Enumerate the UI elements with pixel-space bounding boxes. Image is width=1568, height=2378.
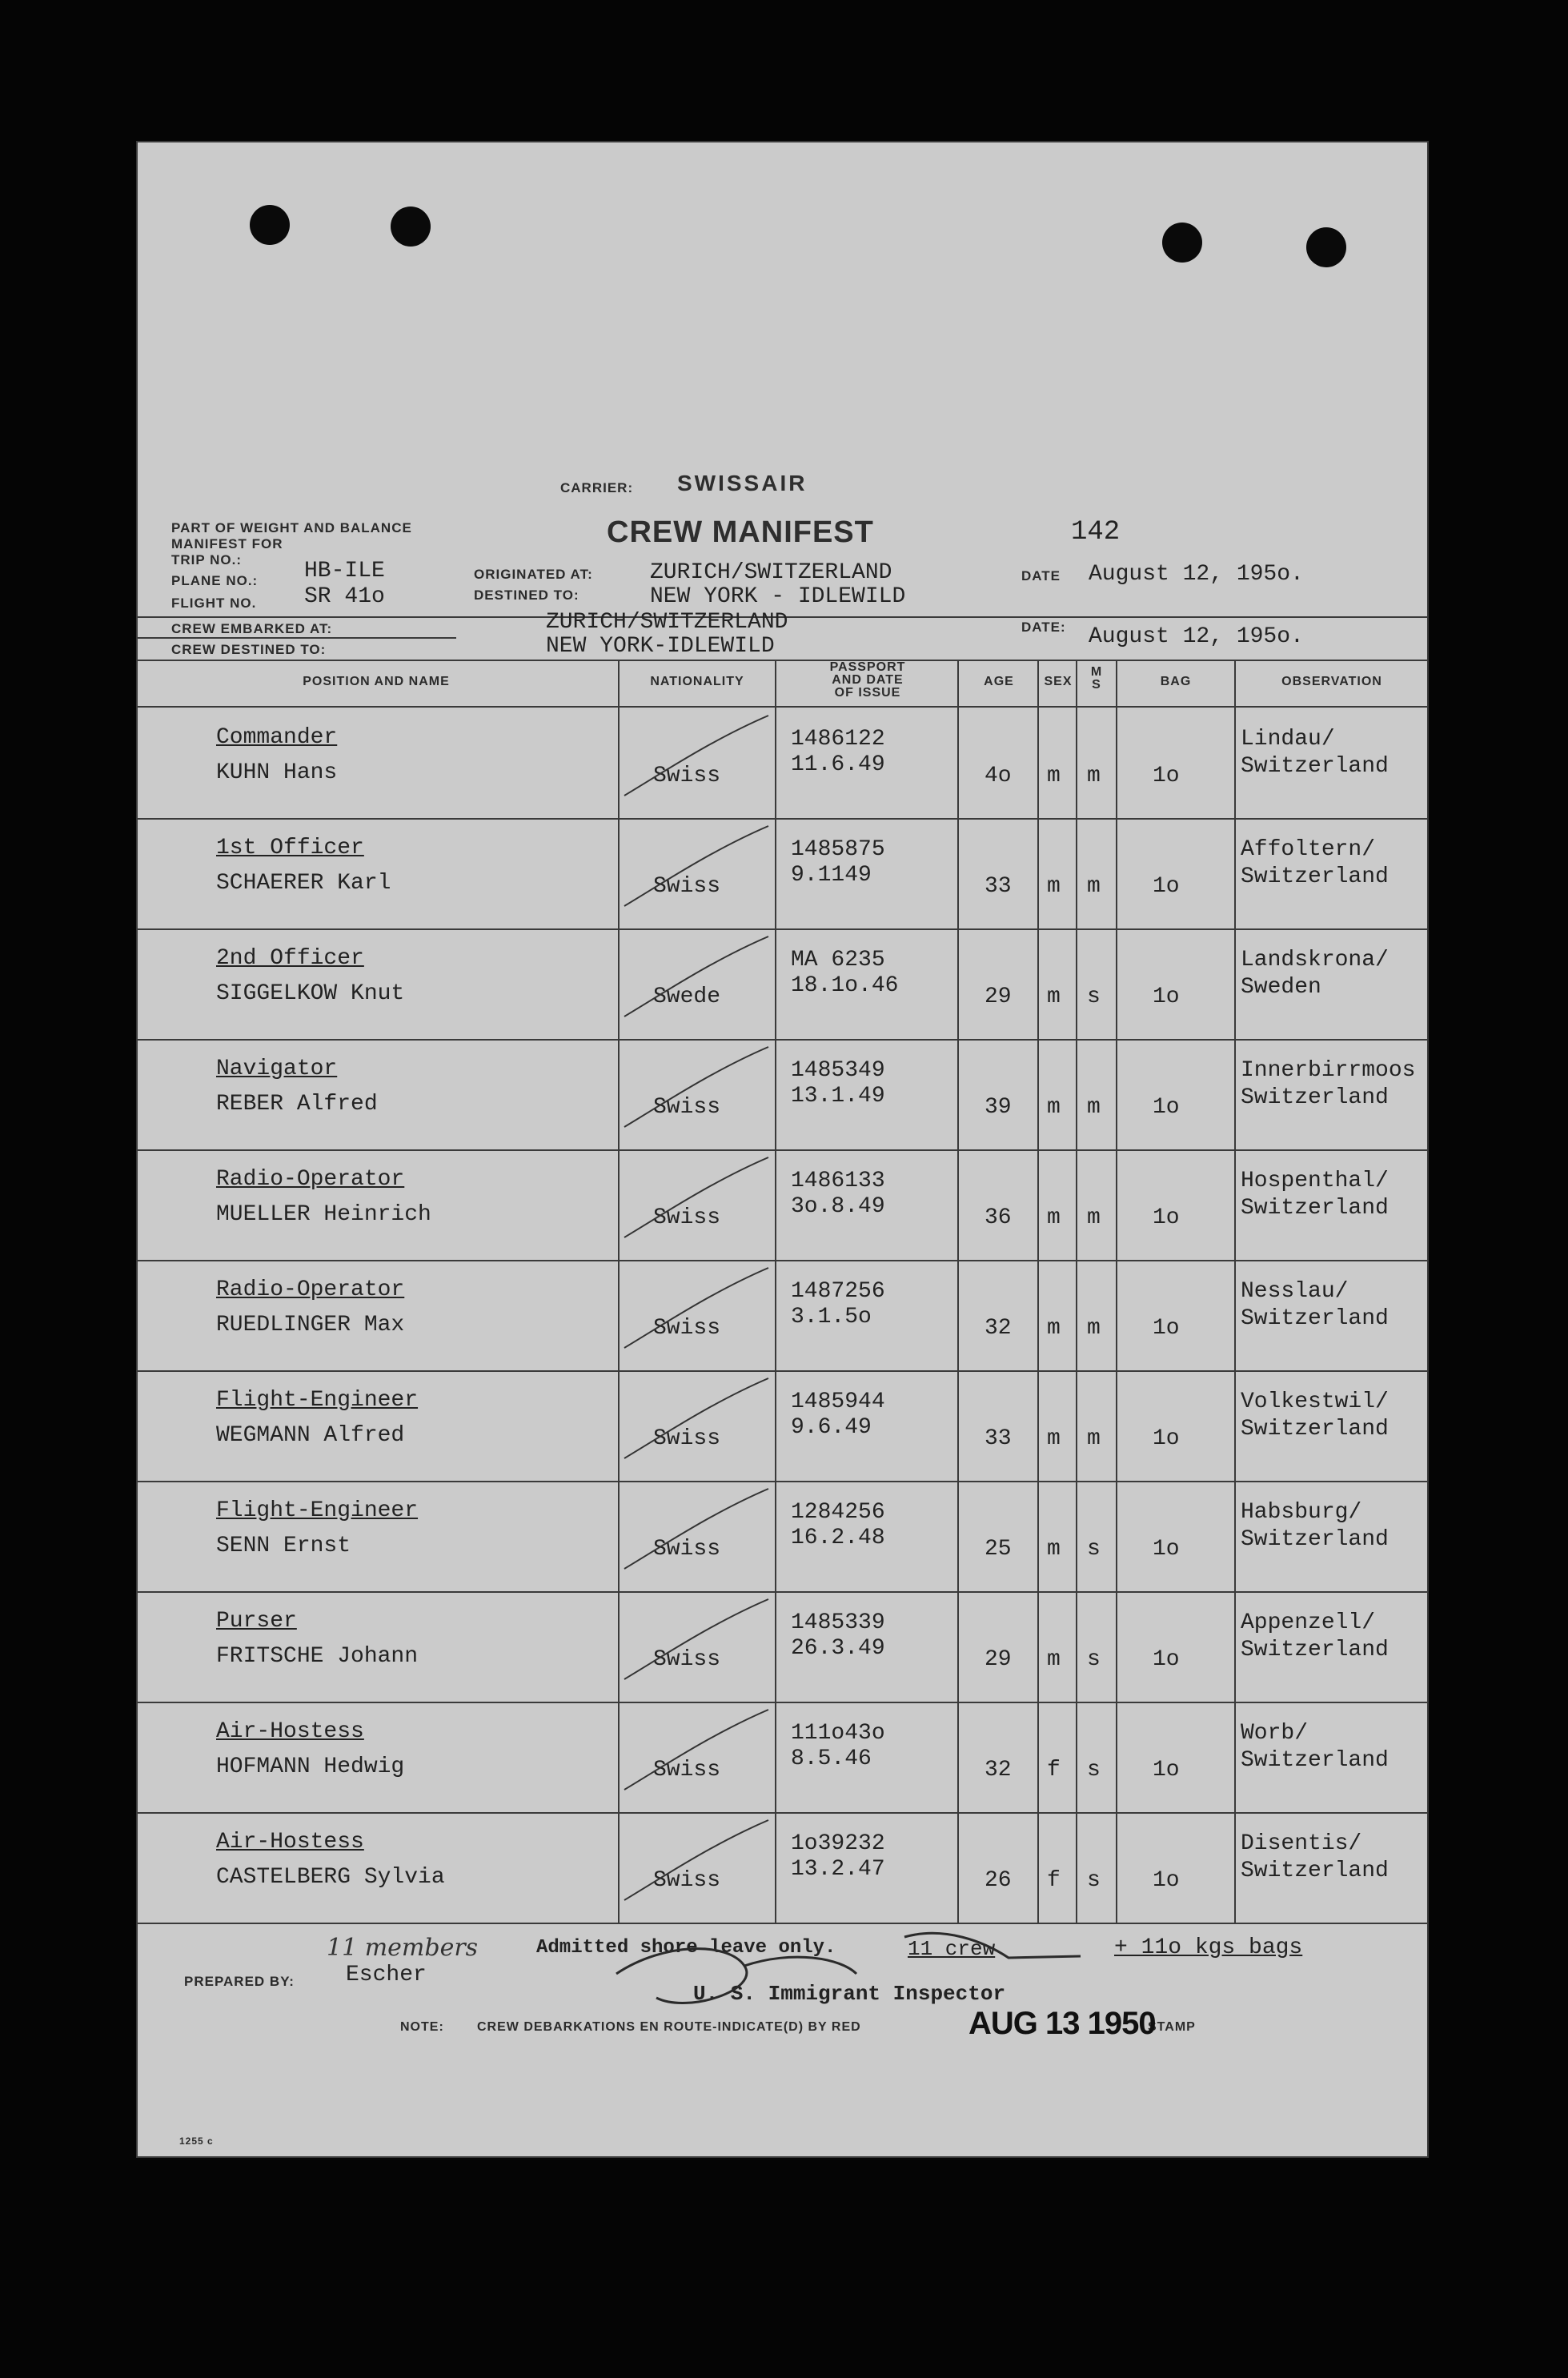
- position-cell: Purser: [216, 1609, 297, 1634]
- age-header: AGE: [984, 675, 1014, 688]
- bag-cell: 1o: [1153, 764, 1180, 788]
- manifest-for-label: MANIFEST FOR: [171, 536, 283, 551]
- nationality-cell: Swiss: [653, 874, 721, 899]
- nationality-cell: Swiss: [653, 1316, 721, 1341]
- sex-cell: m: [1047, 764, 1061, 788]
- position-cell: Flight-Engineer: [216, 1388, 419, 1413]
- position-cell: Air-Hostess: [216, 1830, 364, 1855]
- marital-status-cell: m: [1087, 1316, 1101, 1341]
- passport-cell: 1284256: [791, 1500, 885, 1525]
- passport-cell: 1486122: [791, 727, 885, 752]
- inspector-signature: [616, 1949, 856, 2003]
- sex-header: SEX: [1044, 675, 1073, 688]
- prepared-by-label: PREPARED BY:: [184, 1974, 295, 1989]
- crew-count-scribble: [904, 1933, 1081, 1958]
- observation-line2-cell: Switzerland: [1241, 1527, 1389, 1552]
- page-title: CREW MANIFEST: [607, 515, 874, 549]
- position-cell: Navigator: [216, 1057, 338, 1081]
- crew-count: 11 crew: [908, 1937, 996, 1961]
- originated-value: ZURICH/SWITZERLAND: [650, 560, 892, 585]
- marital-status-cell: m: [1087, 1095, 1101, 1120]
- age-cell: 39: [985, 1095, 1012, 1120]
- nationality-cell: Swiss: [653, 1205, 721, 1230]
- age-cell: 32: [985, 1316, 1012, 1341]
- ms-header-line: M: [1090, 665, 1103, 679]
- issue-date-cell: 18.1o.46: [791, 973, 899, 998]
- issue-date-cell: 3.1.5o: [791, 1305, 872, 1329]
- nationality-cell: Swiss: [653, 1647, 721, 1672]
- carrier-name: SWISSAIR: [677, 471, 808, 495]
- name-cell: CASTELBERG Sylvia: [216, 1865, 445, 1890]
- name-cell: SCHAERER Karl: [216, 871, 391, 896]
- date-stamp: AUG 13 1950: [968, 2006, 1156, 2041]
- observation-line2-cell: Switzerland: [1241, 1859, 1389, 1883]
- form-number: 1255 c: [179, 2135, 214, 2147]
- manifest-number: 142: [1071, 517, 1121, 547]
- sex-cell: m: [1047, 1316, 1061, 1341]
- plane-no-value: HB-ILE: [304, 559, 385, 583]
- marital-status-cell: s: [1087, 1647, 1101, 1672]
- nationality-cell: Swiss: [653, 1758, 721, 1782]
- bag-cell: 1o: [1153, 1537, 1180, 1562]
- date-label: DATE: [1021, 568, 1061, 583]
- observation-line2-cell: Switzerland: [1241, 1306, 1389, 1331]
- sex-cell: m: [1047, 1426, 1061, 1451]
- passport-header-line: PASSPORT: [829, 660, 906, 674]
- issue-date-cell: 13.1.49: [791, 1084, 885, 1109]
- sex-cell: m: [1047, 874, 1061, 899]
- nationality-cell: Swiss: [653, 1537, 721, 1562]
- observation-line2-cell: Switzerland: [1241, 1417, 1389, 1442]
- issue-date-cell: 26.3.49: [791, 1636, 885, 1661]
- issue-date-cell: 8.5.46: [791, 1746, 872, 1771]
- age-cell: 25: [985, 1537, 1012, 1562]
- position-header: POSITION AND NAME: [303, 675, 450, 688]
- age-cell: 32: [985, 1758, 1012, 1782]
- bag-cell: 1o: [1153, 1205, 1180, 1230]
- observation-line2-cell: Switzerland: [1241, 1085, 1389, 1110]
- marital-status-cell: s: [1087, 1758, 1101, 1782]
- bag-header: BAG: [1160, 675, 1192, 688]
- name-cell: REBER Alfred: [216, 1092, 378, 1117]
- bag-cell: 1o: [1153, 874, 1180, 899]
- position-cell: Flight-Engineer: [216, 1498, 419, 1523]
- passport-cell: 1o39232: [791, 1831, 885, 1856]
- issue-date-cell: 9.6.49: [791, 1415, 872, 1440]
- name-cell: RUEDLINGER Max: [216, 1313, 405, 1337]
- note-stamp-word: STAMP: [1148, 2020, 1196, 2034]
- handwritten-members-note: 11 members: [327, 1934, 479, 1962]
- position-cell: 1st Officer: [216, 836, 364, 860]
- nationality-cell: Swiss: [653, 1868, 721, 1893]
- observation-line1-cell: Worb/: [1241, 1721, 1309, 1746]
- age-cell: 4o: [985, 764, 1012, 788]
- manifest-sheet: [136, 141, 1429, 2158]
- age-cell: 29: [985, 984, 1012, 1009]
- nationality-cell: Swede: [653, 984, 721, 1009]
- name-cell: WEGMANN Alfred: [216, 1423, 405, 1448]
- bag-cell: 1o: [1153, 1647, 1180, 1672]
- passport-header-line: OF ISSUE: [834, 686, 901, 700]
- observation-line1-cell: Landskrona/: [1241, 948, 1389, 972]
- passport-cell: 1485339: [791, 1610, 885, 1635]
- issue-date-cell: 3o.8.49: [791, 1194, 885, 1219]
- bag-cell: 1o: [1153, 1095, 1180, 1120]
- name-cell: FRITSCHE Johann: [216, 1644, 419, 1669]
- sex-cell: m: [1047, 1537, 1061, 1562]
- marital-status-cell: m: [1087, 874, 1101, 899]
- pen-marks: [136, 141, 1429, 2158]
- age-cell: 26: [985, 1868, 1012, 1893]
- position-cell: 2nd Officer: [216, 946, 364, 971]
- observation-line1-cell: Hospenthal/: [1241, 1169, 1389, 1193]
- carrier-label: CARRIER:: [560, 480, 634, 495]
- marital-status-cell: s: [1087, 1868, 1101, 1893]
- note-text: CREW DEBARKATIONS EN ROUTE-INDICATE(D) BY RED: [477, 2020, 861, 2034]
- observation-line1-cell: Disentis/: [1241, 1831, 1362, 1856]
- bags-text: + 11o kgs bags: [1114, 1935, 1303, 1960]
- bag-cell: 1o: [1153, 984, 1180, 1009]
- originated-label: ORIGINATED AT:: [474, 567, 593, 582]
- crew-embarked-label: CREW EMBARKED AT:: [171, 621, 333, 636]
- flight-no-label: FLIGHT NO.: [171, 596, 257, 611]
- sex-cell: m: [1047, 1647, 1061, 1672]
- observation-line2-cell: Switzerland: [1241, 754, 1389, 779]
- issue-date-cell: 9.1149: [791, 863, 872, 888]
- observation-line1-cell: Nesslau/: [1241, 1279, 1349, 1304]
- passport-cell: 1485944: [791, 1390, 885, 1414]
- crew-destined-label: CREW DESTINED TO:: [171, 642, 327, 657]
- nationality-cell: Swiss: [653, 764, 721, 788]
- name-cell: MUELLER Heinrich: [216, 1202, 431, 1227]
- observation-line1-cell: Affoltern/: [1241, 837, 1376, 862]
- observation-line1-cell: Innerbirrmoos: [1241, 1058, 1416, 1083]
- bag-cell: 1o: [1153, 1426, 1180, 1451]
- name-cell: SIGGELKOW Knut: [216, 981, 405, 1006]
- destined-label: DESTINED TO:: [474, 587, 579, 603]
- age-cell: 33: [985, 874, 1012, 899]
- passport-cell: 111o43o: [791, 1721, 885, 1746]
- sex-cell: f: [1047, 1868, 1061, 1893]
- marital-status-cell: s: [1087, 1537, 1101, 1562]
- bag-cell: 1o: [1153, 1316, 1180, 1341]
- sex-cell: m: [1047, 984, 1061, 1009]
- observation-line2-cell: Sweden: [1241, 975, 1321, 1000]
- passport-header-line: AND DATE: [832, 673, 904, 687]
- observation-line2-cell: Switzerland: [1241, 864, 1389, 889]
- passport-cell: 1486133: [791, 1169, 885, 1193]
- sex-cell: f: [1047, 1758, 1061, 1782]
- crew-destined-value: NEW YORK-IDLEWILD: [546, 634, 775, 659]
- ms-header-line: S: [1092, 678, 1101, 692]
- sex-cell: m: [1047, 1205, 1061, 1230]
- position-cell: Air-Hostess: [216, 1719, 364, 1744]
- marital-status-cell: m: [1087, 1426, 1101, 1451]
- prepared-by-value: Escher: [346, 1963, 427, 1987]
- issue-date-cell: 11.6.49: [791, 752, 885, 777]
- observation-line2-cell: Switzerland: [1241, 1196, 1389, 1221]
- date2-label: DATE:: [1021, 620, 1066, 635]
- passport-cell: 1485875: [791, 837, 885, 862]
- date2-value: August 12, 195o.: [1089, 624, 1304, 649]
- trip-no-label: TRIP NO.:: [171, 552, 243, 567]
- passport-cell: 1485349: [791, 1058, 885, 1083]
- position-cell: Radio-Operator: [216, 1277, 405, 1302]
- destined-value: NEW YORK - IDLEWILD: [650, 584, 906, 609]
- age-cell: 29: [985, 1647, 1012, 1672]
- marital-status-cell: s: [1087, 984, 1101, 1009]
- issue-date-cell: 13.2.47: [791, 1857, 885, 1882]
- passport-cell: 1487256: [791, 1279, 885, 1304]
- position-cell: Radio-Operator: [216, 1167, 405, 1192]
- observation-header: OBSERVATION: [1281, 675, 1382, 688]
- admitted-text: Admitted shore leave only.: [536, 1937, 836, 1959]
- sex-cell: m: [1047, 1095, 1061, 1120]
- weight-balance-label: PART OF WEIGHT AND BALANCE: [171, 520, 412, 535]
- name-cell: SENN Ernst: [216, 1534, 351, 1558]
- note-label: NOTE:: [400, 2020, 444, 2034]
- name-cell: KUHN Hans: [216, 760, 338, 785]
- flight-no-value: SR 41o: [304, 584, 385, 609]
- plane-no-label: PLANE NO.:: [171, 573, 259, 588]
- age-cell: 36: [985, 1205, 1012, 1230]
- observation-line1-cell: Lindau/: [1241, 727, 1335, 752]
- observation-line2-cell: Switzerland: [1241, 1748, 1389, 1773]
- observation-line1-cell: Appenzell/: [1241, 1610, 1376, 1635]
- marital-status-cell: m: [1087, 1205, 1101, 1230]
- nationality-header: NATIONALITY: [650, 675, 744, 688]
- age-cell: 33: [985, 1426, 1012, 1451]
- marital-status-cell: m: [1087, 764, 1101, 788]
- nationality-cell: Swiss: [653, 1095, 721, 1120]
- issue-date-cell: 16.2.48: [791, 1526, 885, 1550]
- position-cell: Commander: [216, 725, 338, 750]
- inspector-text: U. S. Immigrant Inspector: [693, 1982, 1006, 2006]
- observation-line2-cell: Switzerland: [1241, 1638, 1389, 1662]
- observation-line1-cell: Volkestwil/: [1241, 1390, 1389, 1414]
- observation-line1-cell: Habsburg/: [1241, 1500, 1362, 1525]
- name-cell: HOFMANN Hedwig: [216, 1754, 405, 1779]
- bag-cell: 1o: [1153, 1868, 1180, 1893]
- bag-cell: 1o: [1153, 1758, 1180, 1782]
- nationality-cell: Swiss: [653, 1426, 721, 1451]
- crew-embarked-value: ZURICH/SWITZERLAND: [546, 610, 788, 635]
- date-value: August 12, 195o.: [1089, 562, 1304, 587]
- passport-cell: MA 6235: [791, 948, 885, 972]
